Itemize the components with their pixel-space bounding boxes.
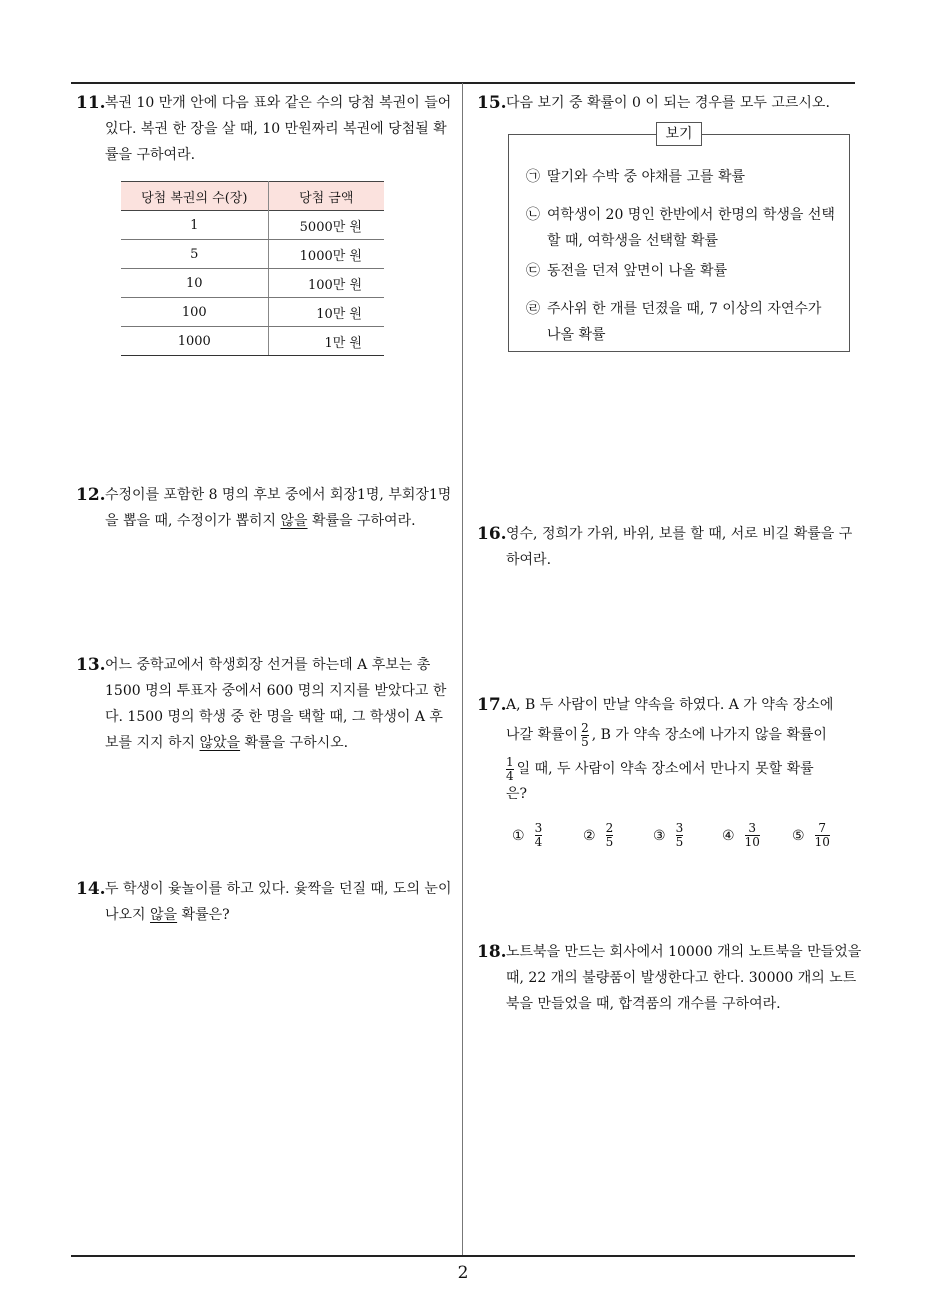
table-cell: 1000	[121, 327, 268, 356]
text-segment: 어느 중학교에서 학생회장 선거를 하는데 A 후보는 총 1500 명의 투표자 중에서 600 명의 지지를 받았다고 한다. 1500 명의 학생 중 한 명을 택할 때, 그 학생이 A 후보를 지지 하지	[105, 657, 447, 751]
table-cell: 10만 원	[268, 298, 384, 327]
fraction	[606, 822, 614, 849]
table-header: 당첨 금액	[268, 182, 384, 211]
choice-4[interactable]	[722, 822, 763, 849]
example-item	[526, 296, 836, 348]
question-number: 14.	[76, 879, 106, 899]
item-mark: ㉢	[526, 263, 540, 279]
table-header-row	[121, 182, 384, 211]
choice-mark: ②	[583, 827, 596, 844]
denominator: 5	[675, 835, 684, 849]
choice-mark: ③	[653, 827, 666, 844]
table-row	[121, 269, 384, 298]
table-row	[121, 240, 384, 269]
example-item	[526, 164, 836, 190]
text-segment: 수정이를 포함한 8 명의 후보 중에서 회장1명, 부회장1명을 뽑을 때, 수정이가 뽑히지	[105, 487, 452, 529]
top-rule	[71, 82, 855, 84]
numerator: 3	[675, 821, 684, 835]
fraction	[581, 722, 589, 749]
item-text: 주사위 한 개를 던졌을 때, 7 이상의 자연수가 나올 확률	[547, 301, 822, 343]
question-text	[506, 692, 862, 802]
table-cell: 100	[121, 298, 268, 327]
question-number: 16.	[477, 524, 507, 544]
fraction	[815, 822, 830, 849]
question-13	[76, 652, 456, 756]
table-row	[121, 211, 384, 240]
item-mark: ㉠	[526, 169, 540, 185]
prize-table	[121, 181, 384, 356]
question-text	[105, 652, 456, 756]
text-line	[506, 752, 862, 786]
choice-5[interactable]	[792, 822, 833, 849]
item-text: 동전을 던져 앞면이 나올 확률	[547, 263, 728, 279]
question-16	[477, 521, 862, 573]
underlined-word: 않을	[280, 513, 308, 529]
choice-1[interactable]	[512, 822, 545, 849]
fraction	[676, 822, 684, 849]
text-segment: 두 학생이 윷놀이를 하고 있다. 윷짝을 던질 때, 도의 눈이 나오지	[105, 881, 452, 923]
column-divider	[462, 83, 463, 1256]
question-18	[477, 939, 862, 1017]
text-line	[506, 718, 862, 752]
table-cell: 1	[121, 211, 268, 240]
numerator: 3	[748, 821, 757, 835]
item-text: 딸기와 수박 중 야채를 고를 확률	[547, 169, 746, 185]
table-cell: 1만 원	[268, 327, 384, 356]
question-text	[105, 482, 456, 534]
question-text: 복권 10 만개 안에 다음 표와 같은 수의 당첨 복권이 들어 있다. 복권 한 장을 살 때, 10 만원짜리 복권에 당첨될 확률을 구하여라.	[105, 95, 452, 163]
question-text: 다음 보기 중 확률이 0 이 되는 경우를 모두 고르시오.	[506, 95, 830, 111]
fraction	[506, 756, 514, 783]
table-cell: 10	[121, 269, 268, 298]
denominator: 5	[605, 835, 614, 849]
denominator: 5	[581, 734, 589, 749]
numerator: 3	[534, 821, 543, 835]
question-number: 15.	[477, 93, 507, 113]
text-segment: 일 때, 두 사람이 약속 장소에서 만나지 못할 확률	[516, 761, 814, 777]
denominator: 10	[744, 835, 760, 849]
question-number: 18.	[477, 942, 507, 962]
question-12	[76, 482, 456, 534]
question-number: 11.	[76, 93, 106, 113]
choice-mark: ⑤	[792, 827, 805, 844]
fraction	[745, 822, 760, 849]
bottom-rule	[71, 1255, 855, 1257]
numerator: 2	[581, 720, 589, 735]
table-row	[121, 298, 384, 327]
table-cell: 1000만 원	[268, 240, 384, 269]
item-mark: ㉣	[526, 301, 540, 317]
numerator: 2	[605, 821, 614, 835]
question-15	[477, 90, 862, 116]
item-text: 여학생이 20 명인 한반에서 한명의 학생을 선택 할 때, 여학생을 선택할 확률	[547, 207, 835, 249]
item-mark: ㉡	[526, 207, 540, 223]
denominator: 4	[506, 768, 514, 783]
text-segment: , B 가 약속 장소에 나가지 않을 확률이	[591, 727, 827, 743]
page-number: 2	[457, 1263, 469, 1283]
underlined-word: 않았을	[199, 735, 241, 751]
table-cell: 100만 원	[268, 269, 384, 298]
numerator: 1	[506, 754, 514, 769]
text-segment: 확률을 구하시오.	[240, 735, 349, 751]
choice-mark: ④	[722, 827, 735, 844]
text-segment: 나갈 확률이	[506, 727, 579, 743]
table-header: 당첨 복권의 수(장)	[121, 182, 268, 211]
question-text: 노트북을 만드는 회사에서 10000 개의 노트북을 만들었을 때, 22 개의 불량품이 발생한다고 한다. 30000 개의 노트북을 만들었을 때, 합격품의 개수를 구하여라.	[506, 944, 862, 1012]
question-14	[76, 876, 456, 928]
text-segment: 확률을 구하여라.	[307, 513, 416, 529]
text-segment: 확률은?	[177, 907, 230, 923]
question-11	[76, 90, 456, 168]
text-line: A, B 두 사람이 만날 약속을 하였다. A 가 약속 장소에	[506, 697, 834, 713]
question-text	[105, 876, 456, 928]
denominator: 10	[814, 835, 830, 849]
question-number: 12.	[76, 485, 106, 505]
question-17	[477, 692, 862, 802]
example-item	[526, 202, 836, 254]
table-cell: 5	[121, 240, 268, 269]
denominator: 4	[534, 835, 543, 849]
choice-mark: ①	[512, 827, 525, 844]
question-text: 영수, 정희가 가위, 바위, 보를 할 때, 서로 비길 확률을 구하여라.	[506, 526, 853, 568]
text-line: 은?	[506, 786, 528, 802]
example-box-title: 보기	[656, 122, 702, 146]
fraction	[535, 822, 543, 849]
table-cell: 5000만 원	[268, 211, 384, 240]
table-row	[121, 327, 384, 356]
underlined-word: 않을	[150, 907, 178, 923]
choice-3[interactable]	[653, 822, 686, 849]
choice-2[interactable]	[583, 822, 616, 849]
question-number: 13.	[76, 655, 106, 675]
numerator: 7	[818, 821, 827, 835]
example-item	[526, 258, 836, 284]
question-number: 17.	[477, 695, 507, 715]
